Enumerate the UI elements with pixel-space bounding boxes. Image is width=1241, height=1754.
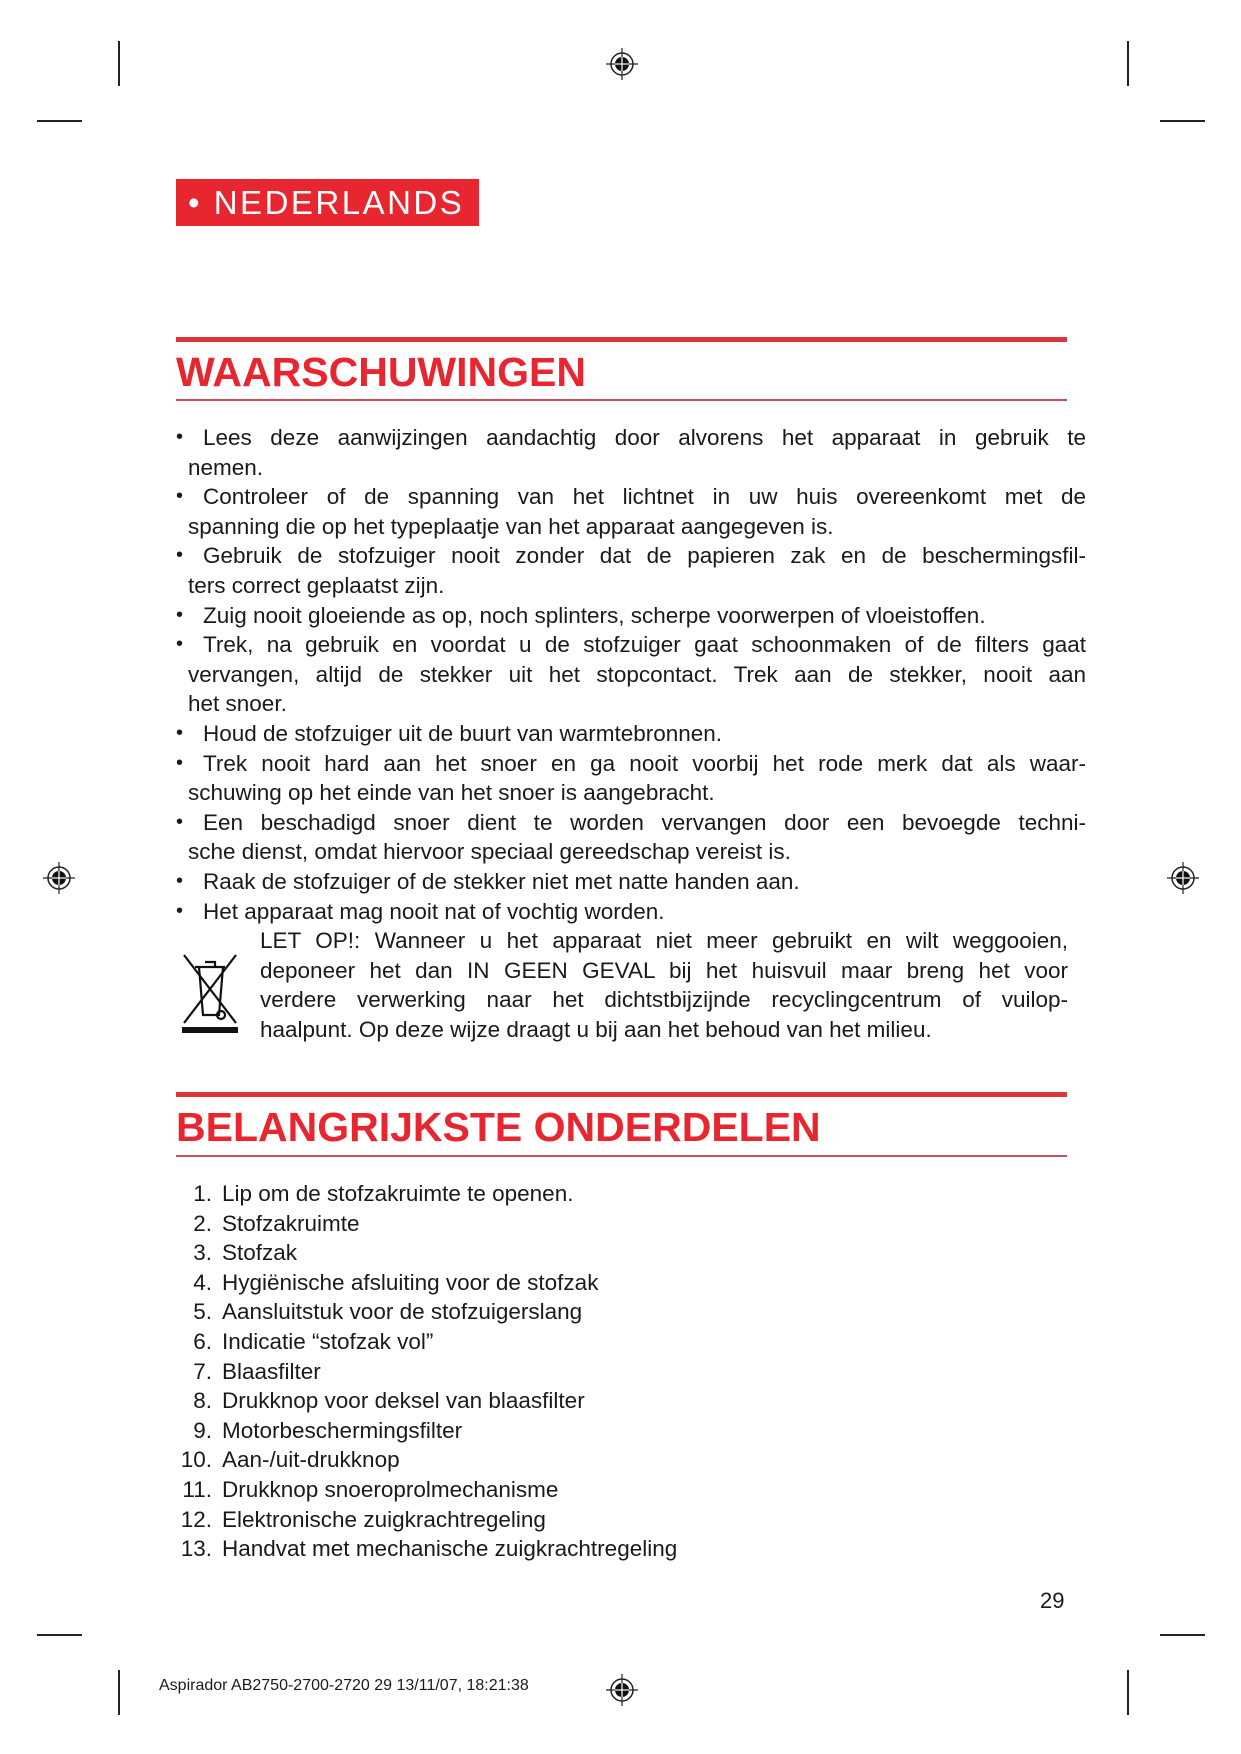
part-label: Blaasfilter: [222, 1358, 321, 1384]
section-rule-thick: [176, 337, 1067, 342]
section-rule-thin: [176, 399, 1067, 401]
crop-mark: [1160, 120, 1205, 122]
warning-item-line: vervangen, altijd de stekker uit het stopcontact. Trek aan de stekker, nooit aan: [188, 661, 1086, 687]
part-number: 3.: [193, 1240, 212, 1266]
part-number: 5.: [193, 1299, 212, 1325]
part-label: Aansluitstuk voor de stofzuigerslang: [222, 1299, 583, 1325]
part-label: Drukknop snoeroprolmechanisme: [222, 1477, 559, 1502]
part-label: Elektronische zuigkrachtregeling: [222, 1506, 546, 1532]
warning-item-line: Houd de stofzuiger uit de buurt van warmtebronnen.: [203, 721, 723, 746]
crop-mark: [118, 41, 120, 86]
bullet-icon: •: [176, 603, 184, 626]
part-number: 8.: [193, 1388, 212, 1414]
warning-item-line: Zuig nooit gloeiende as op, noch splinters, scherpe voorwerpen of vloeistoffen.: [203, 602, 986, 628]
warning-item-line: sche dienst, omdat hiervoor speciaal gereedschap vereist is.: [188, 839, 791, 865]
warning-item-line: Lees deze aanwijzingen aandachtig door alvorens het apparaat in gebruik te: [203, 425, 1086, 450]
disposal-notice-line: verdere verwerking naar het dichtstbijzijnde recyclingcentrum of vuilop-: [260, 987, 1068, 1013]
part-label: Drukknop voor deksel van blaasfilter: [222, 1388, 585, 1414]
bullet-icon: •: [176, 426, 184, 448]
disposal-notice-line: LET OP!: Wanneer u het apparaat niet meer gebruikt en wilt weggooien,: [260, 928, 1068, 954]
part-label: Stofzak: [222, 1240, 298, 1266]
warning-item-line: Trek nooit hard aan het snoer en ga nooit voorbij het rode merk dat als waar-: [203, 750, 1086, 776]
part-label: Motorbeschermingsfilter: [222, 1417, 463, 1443]
registration-mark-icon: [1165, 860, 1201, 896]
part-label: Lip om de stofzakruimte te openen.: [222, 1181, 574, 1206]
part-number: 9.: [193, 1417, 212, 1443]
warning-item-line: nemen.: [188, 454, 264, 480]
crop-mark: [118, 1670, 120, 1715]
bullet-icon: •: [176, 810, 184, 833]
crop-mark: [1127, 41, 1129, 86]
part-number: 12.: [180, 1506, 212, 1532]
crop-mark: [1127, 1670, 1129, 1715]
warning-item-line: Controleer of de spanning van het lichtnet in uw huis overeenkomt met de: [203, 484, 1086, 510]
section-rule-thin: [176, 1155, 1067, 1157]
bullet-icon: •: [176, 485, 184, 508]
language-badge: • NEDERLANDS: [176, 179, 479, 226]
part-number: 1.: [193, 1181, 212, 1206]
section-title-parts: BELANGRIJKSTE ONDERDELEN: [176, 1104, 821, 1150]
bullet-icon: •: [176, 751, 184, 774]
warning-item-line: Gebruik de stofzuiger nooit zonder dat de papieren zak en de beschermingsfil-: [203, 543, 1086, 569]
part-number: 13.: [180, 1536, 212, 1562]
part-number: 2.: [193, 1210, 212, 1236]
crop-mark: [37, 120, 82, 122]
warning-item-line: schuwing op het einde van het snoer is aangebracht.: [188, 780, 715, 806]
part-number: 11.: [182, 1477, 212, 1502]
part-label: Indicatie “stofzak vol”: [222, 1329, 434, 1354]
part-label: Handvat met mechanische zuigkrachtregeling: [222, 1536, 678, 1562]
bullet-icon: •: [176, 544, 184, 567]
crop-mark: [37, 1634, 82, 1636]
warning-item-line: Raak de stofzuiger of de stekker niet met natte handen aan.: [203, 869, 800, 894]
registration-mark-icon: [41, 860, 77, 896]
part-number: 6.: [193, 1329, 212, 1354]
page-number: 29: [1040, 1588, 1065, 1613]
warning-item-line: Trek, na gebruik en voordat u de stofzuiger gaat schoonmaken of de filters gaat: [203, 632, 1086, 658]
warning-item-line: Het apparaat mag nooit nat of vochtig worden.: [203, 898, 665, 924]
registration-mark-icon: [604, 46, 640, 82]
bullet-icon: •: [176, 870, 184, 892]
part-number: 10.: [180, 1447, 212, 1473]
disposal-notice-line: deponeer het dan IN GEEN GEVAL bij het huisvuil maar breng het voor: [260, 957, 1068, 983]
bullet-icon: •: [176, 899, 184, 922]
registration-mark-icon: [604, 1672, 640, 1708]
warning-item-line: het snoer.: [188, 691, 287, 717]
part-label: Aan-/uit-drukknop: [222, 1447, 400, 1473]
print-footer: Aspirador AB2750-2700-2720 29 13/11/07, 18:21:38: [159, 1677, 529, 1694]
part-label: Hygiënische afsluiting voor de stofzak: [222, 1269, 599, 1295]
bullet-icon: •: [176, 722, 184, 744]
section-title-warnings: WAARSCHUWINGEN: [176, 349, 586, 395]
disposal-notice-line: haalpunt. Op deze wijze draagt u bij aan het behoud van het milieu.: [260, 1017, 932, 1042]
part-number: 4.: [193, 1269, 212, 1295]
crop-mark: [1160, 1634, 1205, 1636]
bullet-icon: •: [176, 633, 184, 656]
part-number: 7.: [193, 1358, 212, 1384]
crossed-out-wheelie-bin-icon: [179, 953, 241, 1035]
section-rule-thick: [176, 1092, 1067, 1097]
part-label: Stofzakruimte: [222, 1210, 360, 1236]
warning-item-line: ters correct geplaatst zijn.: [188, 573, 445, 598]
warning-item-line: Een beschadigd snoer dient te worden vervangen door een bevoegde techni-: [203, 809, 1086, 835]
warning-item-line: spanning die op het typeplaatje van het apparaat aangegeven is.: [188, 513, 834, 539]
